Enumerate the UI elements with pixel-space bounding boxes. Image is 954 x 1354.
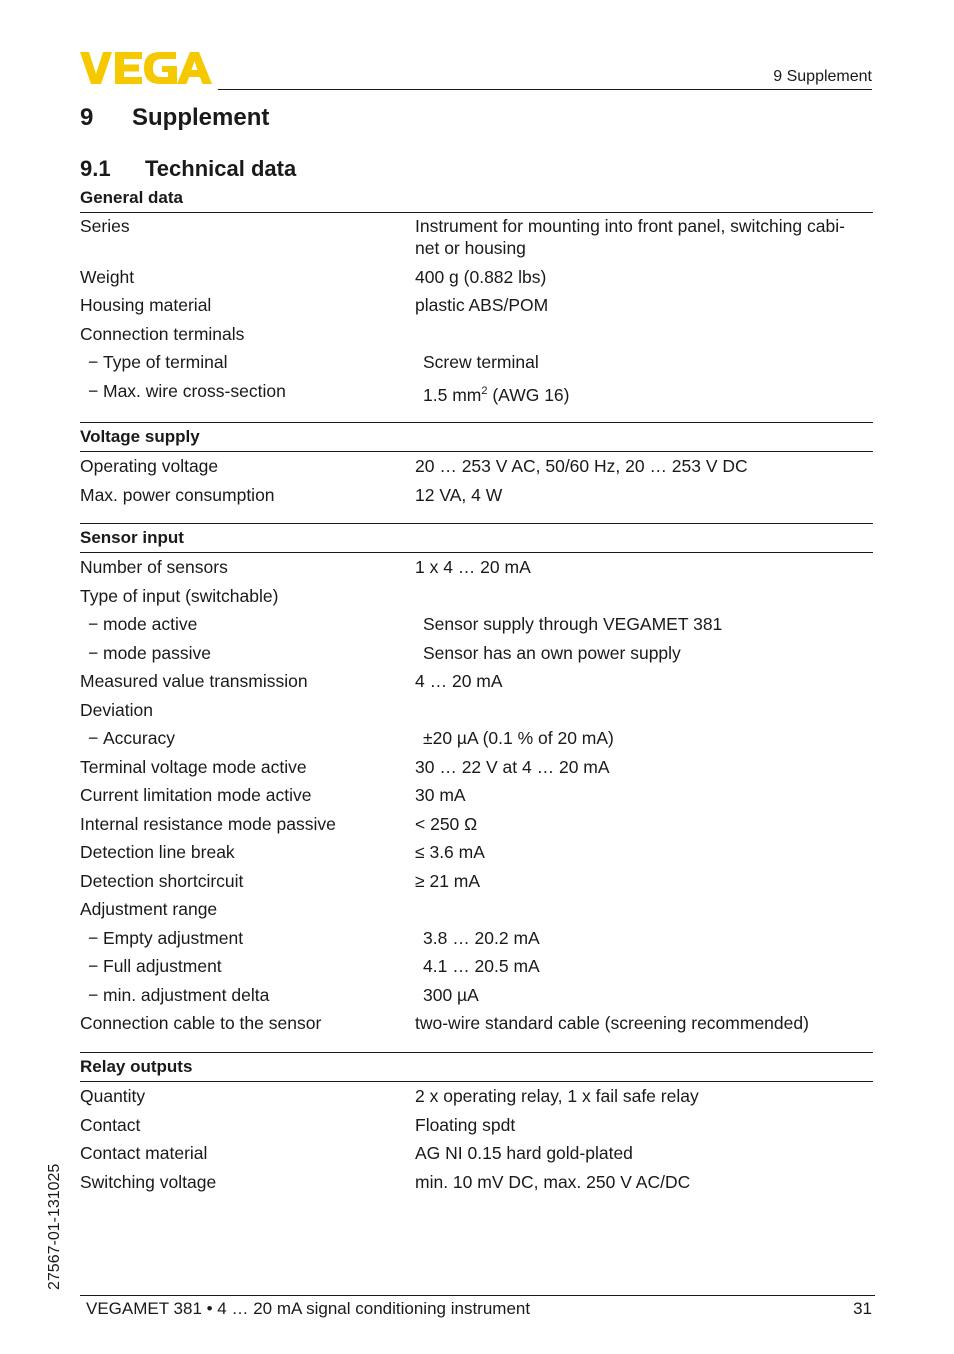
row-value: ≥ 21 mA <box>415 870 481 891</box>
row-label: Weight <box>80 266 135 287</box>
row-value: 4.1 … 20.5 mA <box>423 956 540 976</box>
row-value: 2 x operating relay, 1 x fail safe relay <box>415 1086 699 1106</box>
row-value <box>415 699 873 721</box>
row-label: Operating voltage <box>80 456 219 476</box>
row-label: − Full adjustment <box>80 955 423 977</box>
table-row <box>80 781 873 810</box>
row-label: − mode active <box>80 613 423 635</box>
table-row <box>80 481 873 510</box>
voltage-supply-table <box>80 422 873 509</box>
general-data-table <box>80 184 873 409</box>
section-heading <box>80 156 296 182</box>
row-label: Number of sensors <box>80 557 228 577</box>
row-label: Measured value transmission <box>80 671 308 691</box>
table-row <box>80 377 873 409</box>
running-header: 9 Supplement <box>773 68 872 85</box>
row-label: Switching voltage <box>80 1171 217 1192</box>
row-label: Housing material <box>80 295 212 315</box>
document-code: 27567-01-131025 <box>46 1163 63 1290</box>
row-value: < 250 Ω <box>415 813 478 834</box>
row-label: Max. power consumption <box>80 484 275 505</box>
row-label: Contact material <box>80 1143 208 1163</box>
row-value: 1 x 4 … 20 mA <box>415 557 531 577</box>
row-value: AG NI 0.15 hard gold-plated <box>415 1143 633 1163</box>
table-row <box>80 610 873 639</box>
row-label: Adjustment range <box>80 899 218 919</box>
table-row <box>80 1082 873 1111</box>
table-row <box>80 981 873 1010</box>
row-value: plastic ABS/POM <box>415 295 549 315</box>
row-label: − Empty adjustment <box>80 927 423 949</box>
row-label: Type of input (switchable) <box>80 585 279 606</box>
table-heading: Sensor input <box>80 524 873 553</box>
row-label: Series <box>80 216 130 236</box>
table-row <box>80 1168 873 1197</box>
row-label: Deviation <box>80 699 153 720</box>
table-heading: Relay outputs <box>80 1053 873 1082</box>
row-value: 300 µA <box>423 984 479 1005</box>
vega-logo <box>80 52 212 84</box>
row-value: 4 … 20 mA <box>415 671 503 691</box>
row-value <box>415 898 873 920</box>
row-value: 400 g (0.882 lbs) <box>415 266 547 287</box>
row-value: 30 … 22 V at 4 … 20 mA <box>415 756 610 777</box>
row-label: − Type of terminal <box>80 351 423 373</box>
section-title: Technical data <box>145 156 297 181</box>
row-label: − mode passive <box>80 642 423 664</box>
table-row <box>80 810 873 839</box>
row-label: Internal resistance mode passive <box>80 813 336 834</box>
row-value: 3.8 … 20.2 mA <box>423 927 540 948</box>
row-label: Detection shortcircuit <box>80 870 244 891</box>
row-value: min. 10 mV DC, max. 250 V AC/DC <box>415 1171 691 1192</box>
footer-rule <box>80 1295 875 1296</box>
table-row <box>80 348 873 377</box>
table-row <box>80 895 873 924</box>
table-row <box>80 724 873 753</box>
table-heading: Voltage supply <box>80 423 873 452</box>
row-label: Current limitation mode active <box>80 785 312 805</box>
table-row <box>80 667 873 696</box>
row-value: 12 VA, 4 W <box>415 484 503 505</box>
relay-outputs-table <box>80 1052 873 1196</box>
table-row <box>80 320 873 349</box>
table-row <box>80 452 873 481</box>
row-value: two-wire standard cable (screening recommended) <box>415 1013 809 1033</box>
page-number: 31 <box>853 1299 872 1318</box>
row-value <box>423 380 873 406</box>
table-row <box>80 696 873 725</box>
table-row <box>80 291 873 320</box>
table-row <box>80 263 873 292</box>
chapter-title: Supplement <box>132 104 270 131</box>
row-label: Terminal voltage mode active <box>80 756 307 777</box>
row-value: 30 mA <box>415 785 466 805</box>
row-value <box>415 323 873 345</box>
footer-title: VEGAMET 381 • 4 … 20 mA signal conditioning instrument <box>86 1299 531 1318</box>
table-row <box>80 1009 873 1038</box>
value-main: 1.5 mm <box>423 384 482 405</box>
header-rule <box>218 89 872 90</box>
chapter-heading <box>80 104 269 132</box>
table-row <box>80 582 873 611</box>
row-label: − Accuracy <box>80 727 423 749</box>
row-value: Screw terminal <box>423 352 539 372</box>
table-row <box>80 924 873 953</box>
row-label: Connection terminals <box>80 323 245 344</box>
row-value <box>415 585 873 607</box>
row-value: Sensor has an own power supply <box>423 642 681 663</box>
row-label: − Max. wire cross-section <box>80 380 423 406</box>
value-suffix: (AWG 16) <box>487 384 570 405</box>
table-row <box>80 553 873 582</box>
row-label: Detection line break <box>80 842 235 862</box>
superscript: 2 <box>481 384 488 397</box>
row-label: Quantity <box>80 1086 146 1106</box>
table-row <box>80 1139 873 1168</box>
row-label: Connection cable to the sensor <box>80 1013 322 1033</box>
table-row <box>80 838 873 867</box>
chapter-number: 9 <box>80 104 94 131</box>
row-value: ≤ 3.6 mA <box>415 842 485 862</box>
row-label: − min. adjustment delta <box>80 984 423 1006</box>
section-number: 9.1 <box>80 156 111 181</box>
row-value: Instrument for mounting into front panel, switching cabi-net or housing <box>415 216 845 258</box>
table-row <box>80 1111 873 1140</box>
table-row <box>80 753 873 782</box>
row-label: Contact <box>80 1114 141 1135</box>
table-row <box>80 952 873 981</box>
table-row <box>80 639 873 668</box>
row-value: ±20 µA (0.1 % of 20 mA) <box>423 728 614 748</box>
row-value: Sensor supply through VEGAMET 381 <box>423 614 723 634</box>
table-row <box>80 867 873 896</box>
table-row <box>80 213 873 263</box>
row-value: Floating spdt <box>415 1114 516 1135</box>
sensor-input-table <box>80 523 873 1038</box>
table-heading: General data <box>80 184 873 213</box>
row-value: 20 … 253 V AC, 50/60 Hz, 20 … 253 V DC <box>415 456 748 476</box>
